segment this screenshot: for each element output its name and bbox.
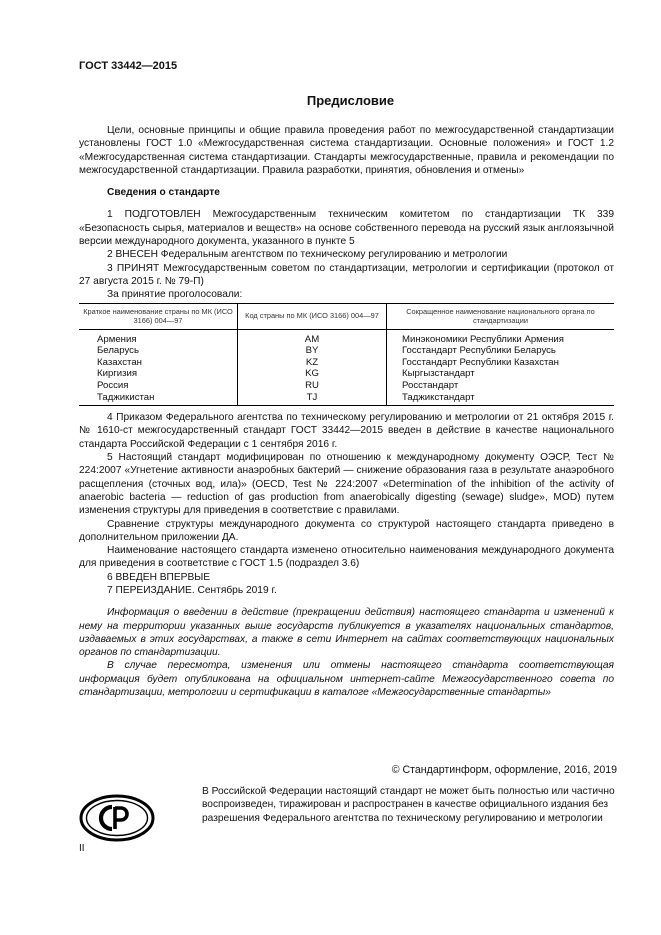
document-code: ГОСТ 33442—2015: [79, 60, 178, 72]
reproduction-notice: В Российской Федерации настоящий стандарт не может быть полностью или частично воспроизведен, тиражирован и распространен в качестве официального издания без разрешения Федерального агентства по техническому регулированию и метрологии: [202, 786, 615, 824]
item-2: 2 ВНЕСЕН Федеральным агентством по техническому регулированию и метрологии: [107, 249, 508, 261]
standards-body: Росстандарт: [402, 379, 459, 391]
intro-paragraph: Цели, основные принципы и общие правила проведения работ по межгосударственной стандартизации установлены ГОСТ 1.0 «Межгосударственная система стандартизации. Основные положения» и ГОСТ 1.2 «Межгосударственная система стандартизации. Стандарты межгосударственные, правила и рекомендации по межгосударственной стандартизации. Правила разработки, принятия, обновления и отмены»: [79, 125, 614, 176]
standards-body: Минэкономики Республики Армения: [402, 333, 564, 345]
item-3-voted: За принятие проголосовали:: [107, 289, 243, 301]
item-7: 7 ПЕРЕИЗДАНИЕ. Сентябрь 2019 г.: [107, 584, 277, 596]
country-code: BY: [238, 345, 387, 357]
item-1: 1 ПОДГОТОВЛЕН Межгосударственным техническим комитетом по стандартизации ТК 339 «Безопасность сырья, материалов и веществ» на основе собственного перевода на русский язык англоязычной версии международного документа, указанного в пункте 5: [79, 209, 614, 248]
page-number: II: [79, 843, 85, 854]
country-code: KZ: [238, 357, 387, 369]
country-code: TJ: [238, 392, 387, 406]
item-3: 3 ПРИНЯТ Межгосударственным советом по стандартизации, метрологии и сертификации (протокол от 27 августа 2015 г. № 79-П): [79, 262, 614, 287]
standards-body: Кыргызстандарт: [402, 368, 475, 380]
table-row: [79, 380, 614, 392]
country-name: Киргизия: [79, 368, 238, 380]
standards-body: Госстандарт Республики Казахстан: [402, 356, 559, 368]
table-header: Краткое наименование страны по МК (ИСО 3166) 004—97: [79, 303, 238, 329]
info-revision: В случае пересмотра, изменения или отмены настоящего стандарта соответствующая информация будет опубликована на официальном интернет-сайте Межгосударственного совета по стандартизации, метрологии и сертификации в каталоге «Межгосударственные стандарты»: [79, 660, 614, 699]
table-header-row: [79, 303, 614, 329]
main-column: [79, 124, 614, 699]
item-5: 5 Настоящий стандарт модифицирован по отношению к международному документу ОЭСР, Тест № 224:2007 «Угнетение активности анаэробных бактерий — снижение образования газа в результате анаэробного расщепления (сточных вод, ила)» (OECD, Test № 224:2007 «Determination of the inhibition of the activity of anaerobic bacteria — reduction of gas production from anaerobically digesting (sewage) sludge», MOD) путем изменения структуры для приведения в соответствие с правилами.: [79, 452, 614, 517]
table-row: [79, 357, 614, 369]
table-header: Сокращенное наименование национального органа по стандартизации: [387, 303, 615, 329]
copyright-line: © Стандартинформ, оформление, 2016, 2019: [391, 764, 617, 776]
standards-body: Госстандарт Республики Беларусь: [402, 345, 556, 357]
item-6: 6 ВВЕДЕН ВПЕРВЫЕ: [107, 571, 211, 583]
country-name: Таджикистан: [79, 392, 238, 406]
country-name: Россия: [79, 380, 238, 392]
standards-body: Таджикстандарт: [402, 391, 475, 403]
section-heading: Сведения о стандарте: [107, 187, 220, 199]
country-name: Казахстан: [79, 357, 238, 369]
table-header: Код страны по МК (ИСО 3166) 004—97: [238, 303, 387, 329]
country-name: Армения: [79, 329, 238, 345]
info-publication: Информация о введении в действие (прекращении действия) настоящего стандарта и изменений к нему на территории указанных выше государств публикуется в указателях национальных стандартов, издаваемых в этих государствах, а также в сети Интернет на сайтах соответствующих национальных органов по стандартизации.: [79, 607, 614, 659]
country-code: KG: [238, 368, 387, 380]
voting-table: [79, 303, 614, 407]
item-5-comparison: Сравнение структуры международного документа со структурой настоящего стандарта приведено в дополнительном приложении ДА.: [79, 518, 614, 543]
item-4: 4 Приказом Федерального агентства по техническому регулированию и метрологии от 21 октября 2015 г. № 1610-ст межгосударственный стандарт ГОСТ 33442—2015 введен в действие в качестве национального стандарта Российской Федерации с 1 сентября 2016 г.: [79, 412, 614, 450]
rst-certification-logo-icon: [79, 794, 155, 842]
page-title: Предисловие: [306, 93, 395, 108]
country-code: RU: [238, 380, 387, 392]
table-row: [79, 329, 614, 345]
item-5-name-change: Наименование настоящего стандарта изменено относительно наименования международного документа для приведения в соответствие с ГОСТ 1.5 (подраздел 3.6): [79, 545, 614, 570]
table-row: [79, 368, 614, 380]
table-row: [79, 345, 614, 357]
country-name: Беларусь: [79, 345, 238, 357]
country-code: AM: [238, 329, 387, 345]
table-row: [79, 392, 614, 406]
